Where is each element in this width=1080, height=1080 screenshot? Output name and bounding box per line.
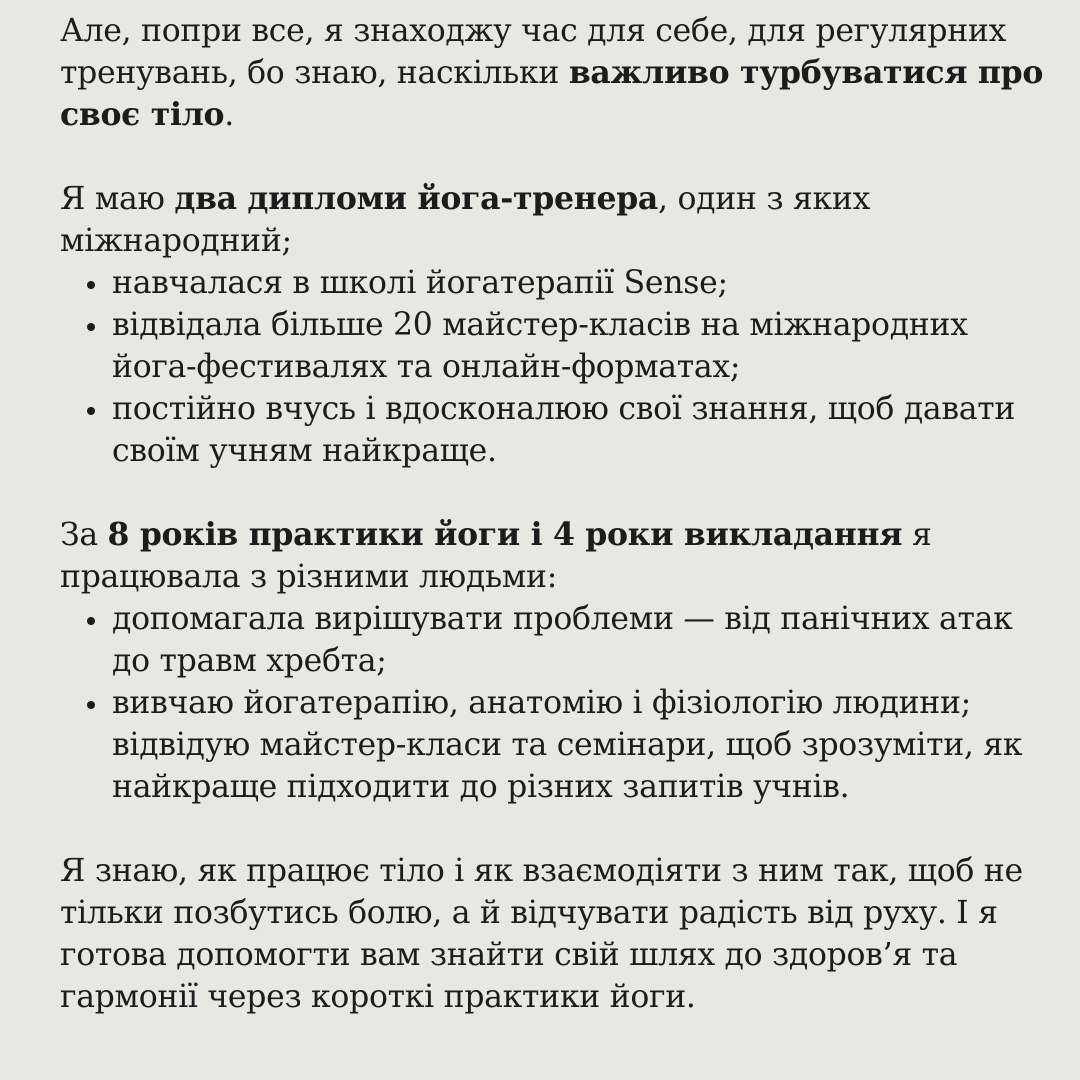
paragraph-experience (60, 514, 1055, 598)
diplomas-list (60, 262, 1055, 472)
text-content (60, 10, 1055, 1018)
paragraph-spacer (60, 808, 1055, 850)
list-item: постійно вчусь і вдосконалюю свої знання, щоб давати своїм учням найкраще. (60, 388, 1055, 472)
paragraph-text: Я маю (60, 181, 175, 217)
paragraph-spacer (60, 472, 1055, 514)
paragraph-text: Але, попри все, я знаходжу час для себе, для регулярних тренувань, бо знаю, наскільки (60, 13, 1007, 91)
emphasis-text: 8 років практики йоги і 4 роки викладання (107, 516, 903, 553)
paragraph-text: . (224, 97, 234, 133)
paragraph-diplomas (60, 178, 1055, 262)
paragraph-spacer (60, 136, 1055, 178)
paragraph-text: За (60, 517, 108, 553)
paragraph-text: я працювала з різними людьми: (60, 517, 932, 595)
list-item: вивчаю йогатерапію, анатомію і фізіологію людини; відвідую майстер-класи та семінари, щоб зрозуміти, як найкраще підходити до різних запитів учнів. (60, 682, 1055, 808)
paragraph-text: , один з яких міжнародний; (60, 181, 871, 259)
list-item: допомагала вирішувати проблеми — від панічних атак до травм хребта; (60, 598, 1055, 682)
paragraph-self-care (60, 10, 1055, 136)
list-item: відвідала більше 20 майстер-класів на міжнародних йога-фестивалях та онлайн-форматах; (60, 304, 1055, 388)
emphasis-text: важливо турбуватися про своє тіло (60, 54, 1044, 133)
paragraph-closing: Я знаю, як працює тіло і як взаємодіяти з ним так, щоб не тільки позбутись болю, а й відчувати радість від руху. І я готова допомогти вам знайти свій шлях до здоров’я та гармонії через короткі практики йоги. (60, 853, 1023, 1015)
emphasis-text: два дипломи йога-тренера (174, 180, 659, 217)
experience-list (60, 598, 1055, 808)
list-item: навчалася в школі йогатерапії Sense; (60, 262, 1055, 304)
